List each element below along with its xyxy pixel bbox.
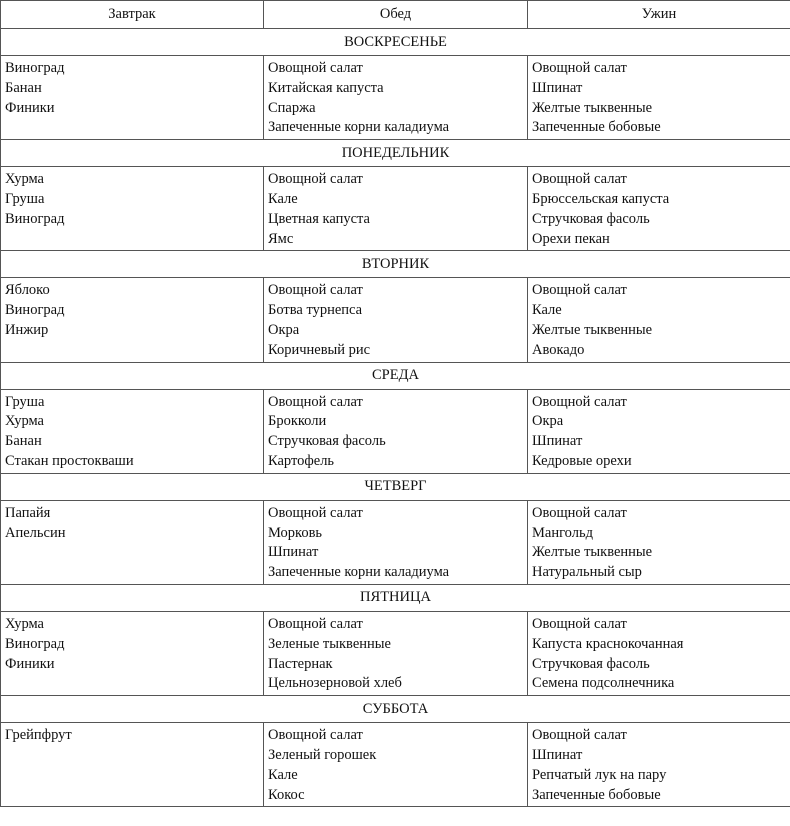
menu-item: Финики — [5, 655, 55, 672]
day-name: ВТОРНИК — [1, 251, 790, 278]
day-row — [1, 251, 790, 278]
menu-item: Пастернак — [268, 655, 333, 672]
menu-item: Виноград — [5, 302, 65, 319]
menu-item: Ямс — [268, 230, 294, 247]
lunch-cell — [264, 167, 528, 251]
menu-item: Хурма — [5, 171, 44, 188]
menu-item: Кале — [268, 766, 298, 783]
lunch-cell — [264, 278, 528, 362]
menu-item: Овощной салат — [268, 171, 363, 188]
menu-item: Запеченные бобовые — [532, 786, 661, 803]
lunch-cell — [264, 611, 528, 695]
menu-item: Груша — [5, 393, 45, 410]
menu-item: Желтые тыквенные — [532, 321, 653, 338]
menu-item: Брюссельская капуста — [532, 190, 670, 207]
meals-row — [1, 389, 790, 473]
dinner-cell — [528, 500, 790, 584]
menu-item: Виноград — [5, 635, 65, 652]
day-name: ЧЕТВЕРГ — [1, 473, 790, 500]
menu-item: Стручковая фасоль — [532, 210, 650, 227]
menu-item: Кедровые орехи — [532, 452, 632, 469]
menu-item: Стручковая фасоль — [532, 655, 650, 672]
header-breakfast: Завтрак — [1, 1, 264, 29]
meals-row — [1, 611, 790, 695]
day-name: ВОСКРЕСЕНЬЕ — [1, 29, 790, 56]
menu-item: Стручковая фасоль — [268, 433, 386, 450]
menu-item: Желтые тыквенные — [532, 99, 653, 116]
lunch-cell — [264, 56, 528, 140]
menu-item: Овощной салат — [268, 282, 363, 299]
menu-item: Виноград — [5, 210, 65, 227]
breakfast-cell — [1, 389, 264, 473]
day-name: СУББОТА — [1, 696, 790, 723]
meals-row — [1, 723, 790, 807]
header-dinner: Ужин — [528, 1, 790, 29]
day-row — [1, 696, 790, 723]
menu-item: Шпинат — [532, 79, 583, 96]
menu-item: Яблоко — [5, 282, 50, 299]
menu-item: Запеченные корни каладиума — [268, 119, 450, 136]
menu-item: Запеченные бобовые — [532, 119, 661, 136]
menu-item: Финики — [5, 99, 55, 116]
menu-item: Стакан простокваши — [5, 452, 134, 469]
breakfast-cell — [1, 500, 264, 584]
menu-item: Овощной салат — [532, 504, 627, 521]
day-row — [1, 584, 790, 611]
day-name: ПОНЕДЕЛЬНИК — [1, 140, 790, 167]
menu-item: Банан — [5, 433, 42, 450]
menu-item: Виноград — [5, 60, 65, 76]
menu-item: Банан — [5, 79, 42, 96]
menu-item: Овощной салат — [532, 282, 627, 299]
breakfast-cell — [1, 723, 264, 807]
menu-item: Цветная капуста — [268, 210, 370, 227]
menu-item: Репчатый лук на пару — [532, 766, 667, 783]
day-name: ПЯТНИЦА — [1, 584, 790, 611]
menu-item: Кокос — [268, 786, 305, 803]
menu-item: Овощной салат — [268, 60, 363, 76]
menu-item: Мангольд — [532, 524, 593, 541]
menu-item: Овощной салат — [532, 393, 627, 410]
menu-item: Морковь — [268, 524, 323, 541]
menu-item: Запеченные корни каладиума — [268, 564, 450, 581]
meals-row — [1, 167, 790, 251]
day-name: СРЕДА — [1, 362, 790, 389]
menu-item: Авокадо — [532, 341, 585, 358]
menu-item: Картофель — [268, 452, 335, 469]
menu-item: Инжир — [5, 321, 49, 338]
menu-item: Грейпфрут — [5, 727, 72, 744]
breakfast-cell — [1, 611, 264, 695]
day-row — [1, 362, 790, 389]
lunch-cell — [264, 500, 528, 584]
day-row — [1, 29, 790, 56]
menu-item: Кале — [532, 302, 562, 319]
menu-item: Овощной салат — [268, 615, 363, 632]
menu-item: Натуральный сыр — [532, 564, 642, 581]
day-row — [1, 473, 790, 500]
menu-item: Желтые тыквенные — [532, 544, 653, 561]
dinner-cell — [528, 278, 790, 362]
menu-item: Овощной салат — [268, 393, 363, 410]
menu-item: Апельсин — [5, 524, 66, 541]
menu-item: Коричневый рис — [268, 341, 371, 358]
menu-item: Зеленые тыквенные — [268, 635, 391, 652]
meals-row — [1, 278, 790, 362]
menu-item: Овощной салат — [532, 727, 627, 744]
menu-item: Кале — [268, 190, 298, 207]
menu-item: Овощной салат — [532, 60, 627, 76]
menu-item: Ботва турнепса — [268, 302, 363, 319]
header-lunch: Обед — [264, 1, 528, 29]
menu-item: Окра — [532, 413, 564, 430]
menu-item: Орехи пекан — [532, 230, 610, 247]
breakfast-cell — [1, 56, 264, 140]
menu-item: Окра — [268, 321, 300, 338]
menu-item: Брокколи — [268, 413, 327, 430]
menu-item: Китайская капуста — [268, 79, 384, 96]
menu-item: Семена подсолнечника — [532, 675, 675, 692]
dinner-cell — [528, 167, 790, 251]
menu-body — [1, 29, 790, 807]
meals-row — [1, 500, 790, 584]
menu-item: Шпинат — [268, 544, 319, 561]
menu-item: Овощной салат — [268, 727, 363, 744]
meals-row — [1, 56, 790, 140]
menu-item: Овощной салат — [268, 504, 363, 521]
menu-item: Шпинат — [532, 746, 583, 763]
dinner-cell — [528, 56, 790, 140]
menu-item: Цельнозерновой хлеб — [268, 675, 402, 692]
menu-item: Хурма — [5, 413, 44, 430]
dinner-cell — [528, 611, 790, 695]
dinner-cell — [528, 389, 790, 473]
menu-item: Овощной салат — [532, 615, 627, 632]
menu-item: Зеленый горошек — [268, 746, 377, 763]
breakfast-cell — [1, 278, 264, 362]
menu-item: Груша — [5, 190, 45, 207]
lunch-cell — [264, 389, 528, 473]
header-row — [1, 1, 790, 29]
menu-item: Хурма — [5, 615, 44, 632]
dinner-cell — [528, 723, 790, 807]
menu-item: Папайя — [5, 504, 51, 521]
menu-item: Овощной салат — [532, 171, 627, 188]
menu-item: Шпинат — [532, 433, 583, 450]
day-row — [1, 140, 790, 167]
breakfast-cell — [1, 167, 264, 251]
menu-item: Спаржа — [268, 99, 316, 116]
lunch-cell — [264, 723, 528, 807]
menu-item: Капуста краснокочанная — [532, 635, 684, 652]
